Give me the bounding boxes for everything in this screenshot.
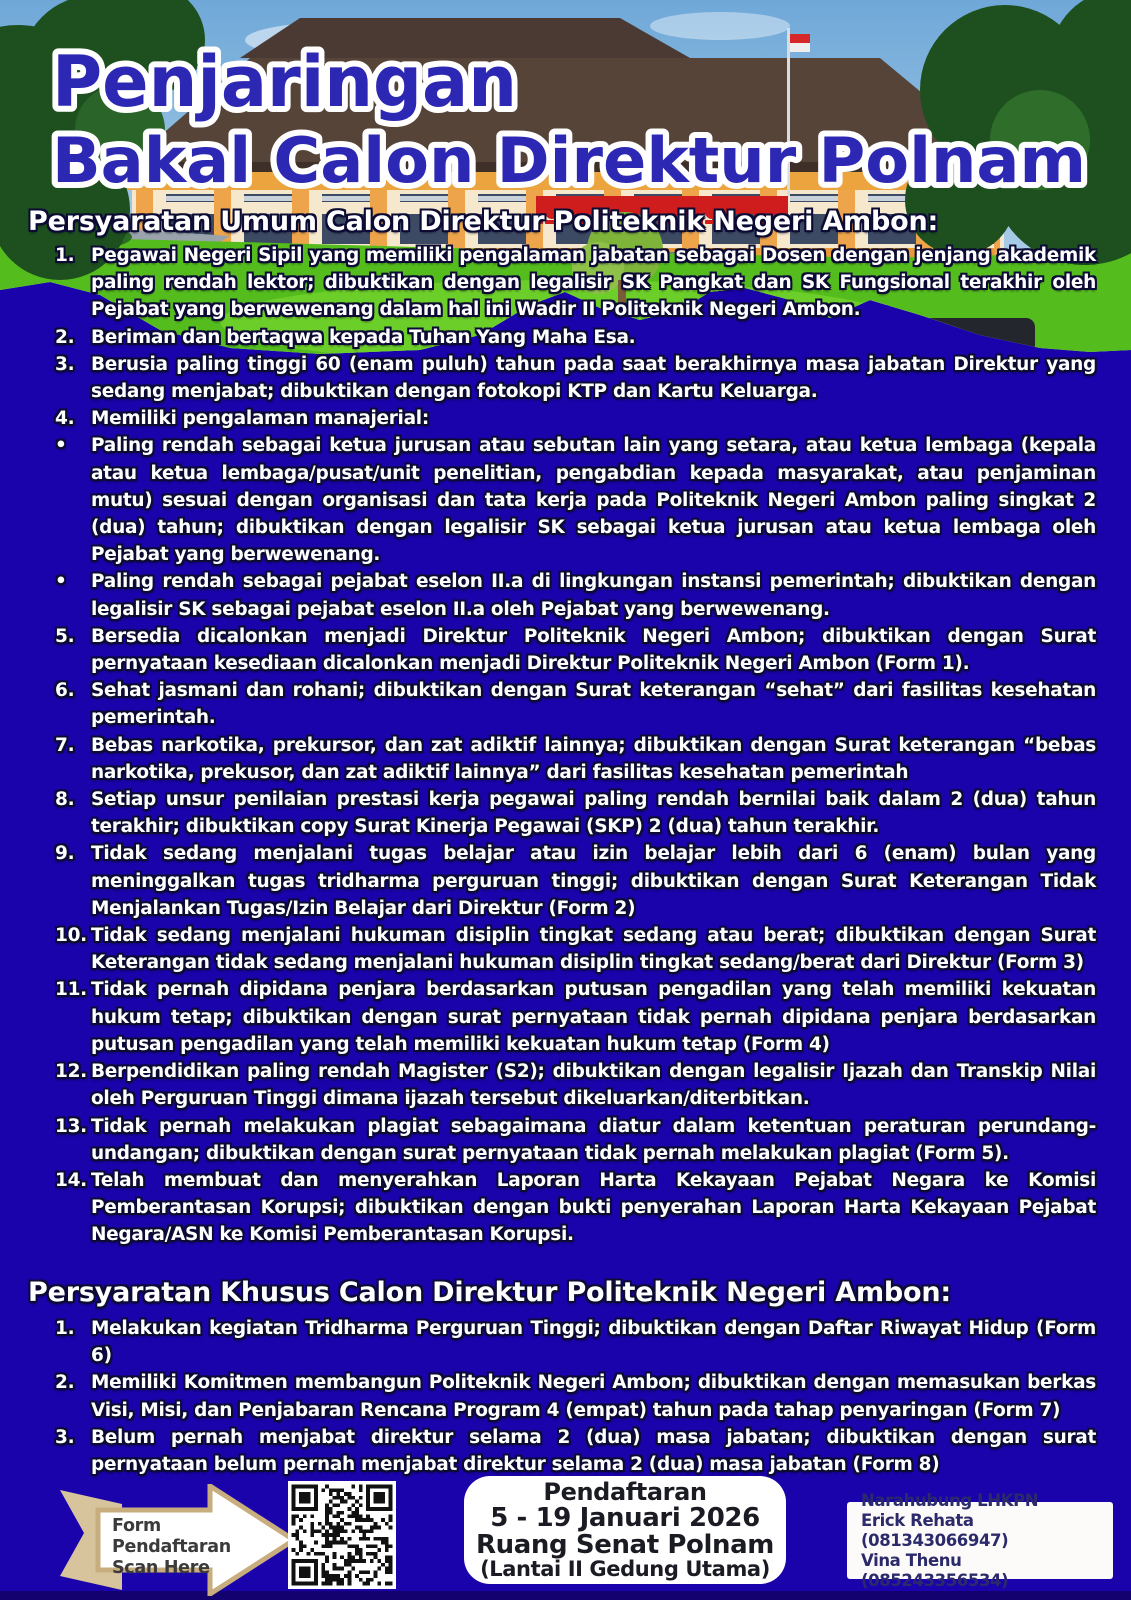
requirement-item: 1. Melakukan kegiatan Tridharma Perguruan Tinggi; dibuktikan dengan Daftar Riwayat Hidup (Form 6) xyxy=(55,1318,1096,1367)
text-line: Erick Rehata (081343066947) xyxy=(861,1510,1009,1550)
khusus-requirements-list xyxy=(55,1315,1096,1478)
requirement-item: 12. Berpendidikan paling rendah Magister (S2); dibuktikan dengan legalisir Ijazah dan Transkip Nilai oleh Perguruan Tinggi dimana ijazah tersebut dikeluarkan/diterbitkan. xyxy=(55,1061,1096,1110)
requirement-item: 8. Setiap unsur penilaian prestasi kerja pegawai paling rendah bernilai baik dalam 2 (dua) tahun terakhir; dibuktikan copy Surat Kinerja Pegawai (SKP) 2 (dua) tahun terakhir. xyxy=(55,789,1096,838)
text-line: (Lantai II Gedung Utama) xyxy=(480,1556,770,1581)
requirement-item: 2. Memiliki Komitmen membangun Politeknik Negeri Ambon; dibuktikan dengan memasukan berkas Visi, Misi, dan Penjabaran Rencana Program 4 (empat) tahun pada tahap penyaringan (Form 7) xyxy=(55,1372,1096,1421)
text-line: Vina Thenu (085243356534) xyxy=(861,1550,1009,1590)
requirement-item: 2. Beriman dan bertaqwa kepada Tuhan Yang Maha Esa. xyxy=(55,326,636,348)
requirement-item: 3. Berusia paling tinggi 60 (enam puluh) tahun pada saat berakhirnya masa jabatan Direktur yang sedang menjabat; dibuktikan dengan fotokopi KTP dan Kartu Keluarga. xyxy=(55,353,1096,403)
qr-code xyxy=(288,1481,396,1589)
requirement-item: 3. Belum pernah menjabat direktur selama 2 (dua) masa jabatan; dibuktikan dengan surat pernyataan belum pernah menjabat direktur selama 2 (dua) masa jabatan (Form 8) xyxy=(55,1426,1096,1476)
requirement-item: 1. Pegawai Negeri Sipil yang memiliki pengalaman jabatan sebagai Dosen dengan jenjang akademik paling rendah lektor; dibuktikan dengan legalisir SK Pangkat dan SK Fungsional terakhir oleh Pejabat yang berwewenang dalam hal ini Wadir II Politeknik Negeri Ambon. xyxy=(55,245,1096,321)
requirement-item: 14. Telah membuat dan menyerahkan Laporan Harta Kekayaan Pejabat Negara ke Komisi Pemberantasan Korupsi; dibuktikan dengan bukti penyerahan Laporan Harta Kekayaan Pejabat Negara/ASN ke Komisi Pemberantasan Korupsi. xyxy=(55,1169,1096,1246)
poster-title-line2: Bakal Calon Direktur Polnam xyxy=(52,124,1086,197)
requirement-item: 9. Tidak sedang menjalani tugas belajar atau izin belajar lebih dari 6 (enam) bulan yang meninggalkan tugas tridharma perguruan tinggi; dibuktikan dengan Surat Keterangan Tidak Menjalankan Tugas/Izin Belajar dari Direktur (Form 2) xyxy=(55,843,1096,919)
requirement-item: 13. Tidak pernah melakukan plagiat sebagaimana diatur dalam ketentuan peraturan perundang-undangan; dibuktikan dengan surat pernyataan tidak pernah melakukan plagiat (Form 5). xyxy=(55,1115,1096,1164)
text-line: 5 - 19 Januari 2026 xyxy=(490,1502,760,1533)
poster-title-line1: Penjaringan xyxy=(52,41,517,123)
requirement-item: • Paling rendah sebagai pejabat eselon II.a di lingkungan instansi pemerintah; dibuktikan dengan legalisir SK sebagai pejabat eselon II.a oleh Pejabat yang berwewenang. xyxy=(55,571,1096,620)
registration-info-box xyxy=(464,1476,786,1584)
poster-title xyxy=(0,0,1131,220)
requirement-item: 7. Bebas narkotika, prekursor, dan zat adiktif lainnya; dibuktikan dengan Surat keterangan “bebas narkotika, prekusor, dan zat adiktif lainnya” dari fasilitas kesehatan pemerintah xyxy=(55,734,1096,783)
requirement-item: • Paling rendah sebagai ketua jurusan atau sebutan lain yang setara, atau ketua lembaga (kepala atau ketua lembaga/pusat/unit penelitian, pengabdian kepada masyarakat, atau penjaminan mutu) sesuai dengan organisasi dan tata kerja pada Politeknik Negeri Ambon paling singkat 2 (dua) tahun; dibuktikan dengan legalisir SK sebagai ketua jurusan atau ketua lembaga oleh Pejabat yang berwewenang. xyxy=(55,435,1096,566)
requirement-item: 4. Memiliki pengalaman manajerial: xyxy=(55,408,429,430)
text-line: Pendaftaran xyxy=(543,1477,707,1506)
scan-label-line1: Form Pendaftaran xyxy=(112,1516,231,1557)
khusus-section-heading: Persyaratan Khusus Calon Direktur Politeknik Negeri Ambon: xyxy=(28,1277,951,1308)
lhkpn-contact-box xyxy=(847,1490,1113,1590)
requirement-item: 10. Tidak sedang menjalani hukuman disiplin tingkat sedang atau berat; dibuktikan dengan Surat Keterangan tidak sedang menjalani hukuman disiplin tingkat sedang/berat dari Direktur (Form 3) xyxy=(55,925,1096,974)
text-line: Ruang Senat Polnam xyxy=(476,1529,774,1560)
scan-arrow-label xyxy=(112,1516,282,1579)
requirement-item: 5. Bersedia dicalonkan menjadi Direktur Politeknik Negeri Ambon; dibuktikan dengan Surat pernyataan kesediaan dicalonkan menjadi Direktur Politeknik Negeri Ambon (Form 1). xyxy=(55,625,1096,675)
text-line: Narahubung LHKPN xyxy=(861,1490,1039,1510)
requirement-item: 11. Tidak pernah dipidana penjara berdasarkan putusan pengadilan yang telah memiliki kekuatan hukum tetap; dibuktikan dengan surat pernyataan tidak pernah dipidana penjara berdasarkan putusan pengadilan yang telah memiliki kekuatan hukum tetap (Form 4) xyxy=(55,979,1096,1055)
umum-section-heading: Persyaratan Umum Calon Direktur Politeknik Negeri Ambon: xyxy=(28,206,939,237)
requirement-item: 6. Sehat jasmani dan rohani; dibuktikan dengan Surat keterangan “sehat” dari fasilitas kesehatan pemerintah. xyxy=(55,680,1096,729)
scan-label-line2: Scan Here xyxy=(112,1558,210,1578)
umum-requirements-list xyxy=(55,242,1096,1249)
